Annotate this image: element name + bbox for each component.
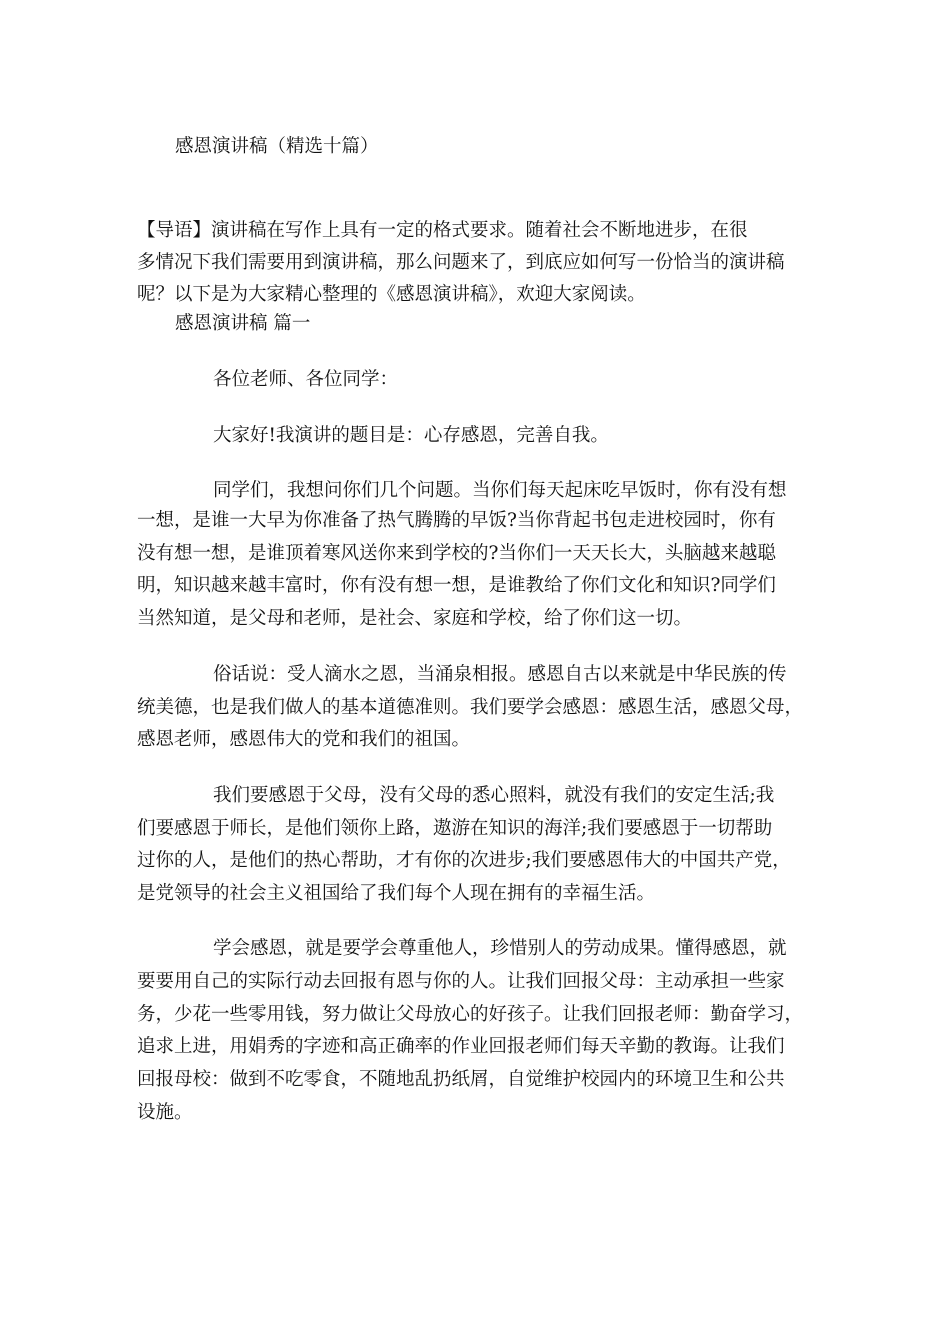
paragraph-line: 当然知道，是父母和老师，是社会、家庭和学校，给了你们这一切。 [137, 608, 693, 629]
paragraph-line: 俗话说：受人滴水之恩，当涌泉相报。感恩自古以来就是中华民族的传 [213, 664, 787, 685]
paragraph-line: 一想，是谁一大早为你准备了热气腾腾的早饭?当你背起书包走进校园时，你有 [137, 510, 776, 531]
document-title: 感恩演讲稿（精选十篇） [175, 136, 379, 157]
greeting: 大家好!我演讲的题目是：心存感恩，完善自我。 [213, 425, 609, 446]
salutation: 各位老师、各位同学： [213, 369, 399, 390]
paragraph-line: 没有想一想，是谁顶着寒风送你来到学校的?当你们一天天长大，头脑越来越聪 [137, 543, 776, 564]
paragraph-line: 务，少花一些零用钱，努力做让父母放心的好孩子。让我们回报老师：勤奋学习， [137, 1004, 804, 1025]
paragraph-line: 同学们，我想问你们几个问题。当你们每天起床吃早饭时，你有没有想 [213, 480, 787, 501]
paragraph-line: 回报母校：做到不吃零食，不随地乱扔纸屑，自觉维护校园内的环境卫生和公共 [137, 1069, 785, 1090]
section-title: 感恩演讲稿 篇一 [175, 313, 311, 334]
paragraph-line: 我们要感恩于父母，没有父母的悉心照料，就没有我们的安定生活;我 [213, 785, 775, 806]
paragraph-line: 过你的人，是他们的热心帮助，才有你的次进步;我们要感恩伟大的中国共产党， [137, 850, 791, 871]
paragraph-line: 追求上进，用娟秀的字迹和高正确率的作业回报老师们每天辛勤的教诲。让我们 [137, 1036, 785, 1057]
paragraph-line: 们要感恩于师长，是他们领你上路，遨游在知识的海洋;我们要感恩于一切帮助 [137, 818, 773, 839]
paragraph-line: 要要用自己的实际行动去回报有恩与你的人。让我们回报父母：主动承担一些家 [137, 971, 785, 992]
intro-line: 呢？以下是为大家精心整理的《感恩演讲稿》，欢迎大家阅读。 [137, 284, 646, 305]
intro-line: 多情况下我们需要用到演讲稿，那么问题来了，到底应如何写一份恰当的演讲稿 [137, 252, 785, 273]
paragraph-line: 感恩老师，感恩伟大的党和我们的祖国。 [137, 729, 471, 750]
paragraph-line: 是党领导的社会主义祖国给了我们每个人现在拥有的幸福生活。 [137, 883, 656, 904]
paragraph-line: 学会感恩，就是要学会尊重他人，珍惜别人的劳动成果。懂得感恩，就 [213, 938, 787, 959]
paragraph-line: 统美德，也是我们做人的基本道德准则。我们要学会感恩：感恩生活，感恩父母， [137, 697, 804, 718]
paragraph-line: 明，知识越来越丰富时，你有没有想一想，是谁教给了你们文化和知识?同学们 [137, 575, 776, 596]
intro-line: 【导语】演讲稿在写作上具有一定的格式要求。随着社会不断地进步，在很 [137, 220, 748, 241]
paragraph-line: 设施。 [137, 1102, 193, 1123]
